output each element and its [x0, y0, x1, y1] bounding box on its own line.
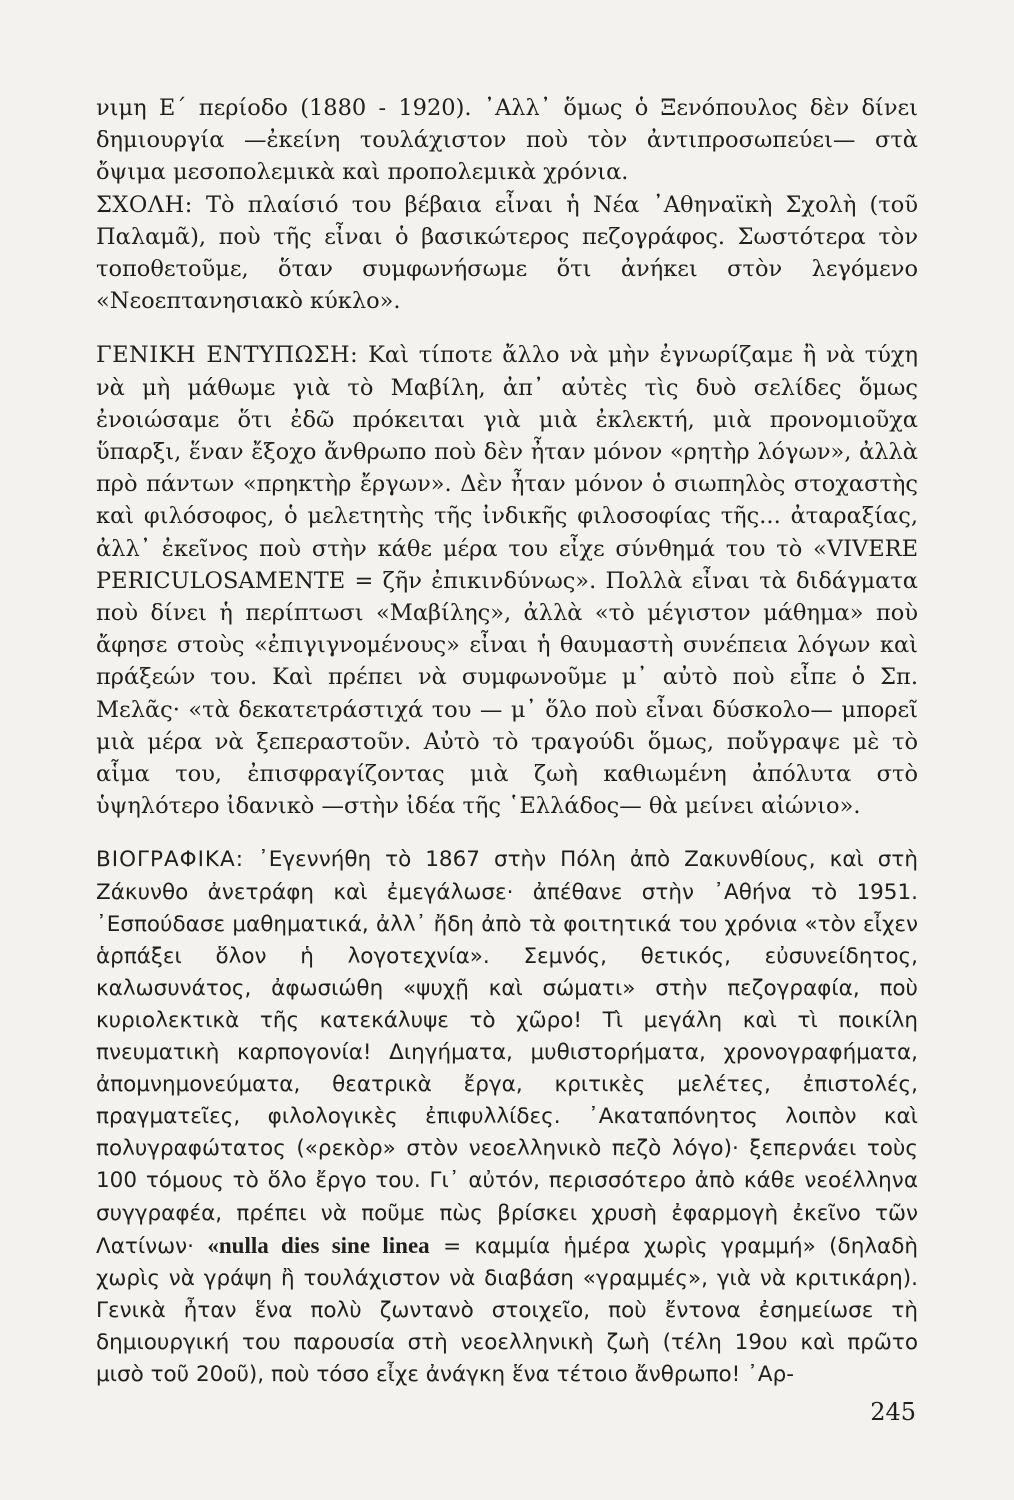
school-label: ΣΧΟΛΗ: [96, 191, 193, 218]
biography-text-2: = καμμία ἡμέρα χωρὶς γραμμή» (δηλαδὴ χωρὶς νὰ γράψη ἢ τουλάχιστον νὰ διαβάση «γραμμές», γιὰ νὰ κριτικάρη). Γενικὰ ἦταν ἕνα πολὺ ζωντανὸ στοιχεῖο, ποὺ ἔντονα ἐσημείωσε τὴ δημιουργική του παρουσία στὴ νεοελληνικὴ ζωὴ (τέλη 19ου καὶ πρῶτο μισὸ τοῦ 20οῦ), ποὺ τόσο εἶχε ἀνάγκη ἕνα τέτοιο ἄνθρωπο! ᾿Αρ- [96, 1233, 918, 1387]
intro-text: νιμη Ε΄ περίοδο (1880 - 1920). ᾿Αλλ᾿ ὅμως ὁ Ξενόπουλος δὲν δίνει δημιουργία —ἐκείνη τουλάχιστον ποὺ τὸν ἀντιπροσωπεύει— στὰ ὄψιμα μεσοπολεμικὰ καὶ προπολεμικὰ χρόνια. [96, 95, 918, 186]
paragraph-school [96, 189, 918, 318]
biography-text-1: ᾿Εγεννήθη τὸ 1867 στὴν Πόλη ἀπὸ Ζακυνθίους, καὶ στὴ Ζάκυνθο ἀνετράφη καὶ ἐμεγάλωσε· ἀπέθανε στὴν ᾿Αθήνα τὸ 1951. ᾿Εσπούδασε μαθηματικά, ἀλλ᾿ ἤδη ἀπὸ τὰ φοιτητικά του χρόνια «τὸν εἶχεν ἁρπάξει ὅλον ἡ λογοτεχνία». Σεμνός, θετικός, εὐσυνείδητος, καλωσυνάτος, ἀφωσιώθη «ψυχῇ καὶ σώματι» στὴν πεζογραφία, ποὺ κυριολεκτικὰ τῆς κατεκάλυψε τὸ χῶρο! Τὶ μεγάλη καὶ τὶ ποικίλη πνευματικὴ καρπογονία! Διηγήματα, μυθιστορήματα, χρονογραφήματα, ἀπομνημονεύματα, θεατρικὰ ἔργα, κριτικὲς μελέτες, ἐπιστολές, πραγματεῖες, φιλολογικὲς ἐπιφυλλίδες. ᾿Ακαταπόνητος λοιπὸν καὶ πολυγραφώτατος («ρεκὸρ» στὸν νεοελληνικὸ πεζὸ λόγο)· ξεπερνάει τοὺς 100 τόμους τὸ ὅλο ἔργο του. Γι᾿ αὐτόν, περισσότερο ἀπὸ κάθε νεοέλληνα συγγραφέα, πρέπει νὰ ποῦμε πὼς βρίσκει χρυσὴ ἐφαρμογὴ ἐκεῖνο τῶν Λατίνων· [96, 847, 918, 1259]
school-text: Τὸ πλαίσιό του βέβαια εἶναι ἡ Νέα ᾿Αθηναϊκὴ Σχολὴ (τοῦ Παλαμᾶ), ποὺ τῆς εἶναι ὁ βασικώτερος πεζογράφος. Σωστότερα τὸν τοποθετοῦμε, ὅταν συμφωνήσωμε ὅτι ἀνήκει στὸν λεγόμενο «Νεοεπτανησιακὸ κύκλο». [96, 191, 919, 315]
paragraph-general-impression [96, 339, 918, 822]
page-number: 245 [870, 1398, 916, 1426]
body-text [96, 92, 918, 1391]
paragraph-biography [96, 844, 918, 1391]
paragraph-intro [96, 92, 918, 189]
general-impression-text: Καὶ τίποτε ἄλλο νὰ μὴν ἐγνωρίζαμε ἢ νὰ τύχη νὰ μὴ μάθωμε γιὰ τὸ Μαβίλη, ἀπ᾿ αὐτὲς τὶς δυὸ σελίδες ὅμως ἐνοιώσαμε ὅτι ἐδῶ πρόκειται γιὰ μιὰ ἐκλεκτή, μιὰ προνομιοῦχα ὕπαρξι, ἕναν ἔξοχο ἄνθρωπο ποὺ δὲν ἦταν μόνον «ρητὴρ λόγων», ἀλλὰ πρὸ πάντων «πρηκτὴρ ἔργων». Δὲν ἦταν μόνον ὁ σιωπηλὸς στοχαστὴς καὶ φιλόσοφος, ὁ μελετητὴς τῆς ἰνδικῆς φιλοσοφίας τῆς... ἀταραξίας, ἀλλ᾿ ἐκεῖνος ποὺ στὴν κάθε μέρα του εἶχε σύνθημά του τὸ «VIVERE PERICULOSAMENTE = ζῆν ἐπικινδύνως». Πολλὰ εἶναι τὰ διδάγματα ποὺ δίνει ἡ περίπτωσι «Μαβίλης», ἀλλὰ «τὸ μέγιστον μάθημα» ποὺ ἄφησε στοὺς «ἐπιγιγνομένους» εἶναι ἡ θαυμαστὴ συνέπεια λόγων καὶ πράξεών του. Καὶ πρέπει νὰ συμφωνοῦμε μ᾿ αὐτὸ ποὺ εἶπε ὁ Σπ. Μελᾶς· «τὰ δεκατετράστιχά του — μ᾿ ὅλο ποὺ εἶναι δύσκολο— μπορεῖ μιὰ μέρα νὰ ξεπεραστοῦν. Αὐτὸ τὸ τραγούδι ὅμως, ποὔγραψε μὲ τὸ αἷμα του, ἐπισφραγίζοντας μιὰ ζωὴ καθιωμένη ἀπόλυτα στὸ ὑψηλότερο ἰδανικὸ —στὴν ἰδέα τῆς ῾Ελλάδος— θὰ μείνει αἰώνιο». [96, 342, 918, 820]
general-impression-label: ΓΕΝΙΚΗ ΕΝΤΥΠΩΣΗ: [96, 342, 359, 369]
latin-quote: «nulla dies sine linea [207, 1232, 430, 1258]
biography-label: ΒΙΟΓΡΑΦΙΚΑ: [96, 847, 244, 873]
